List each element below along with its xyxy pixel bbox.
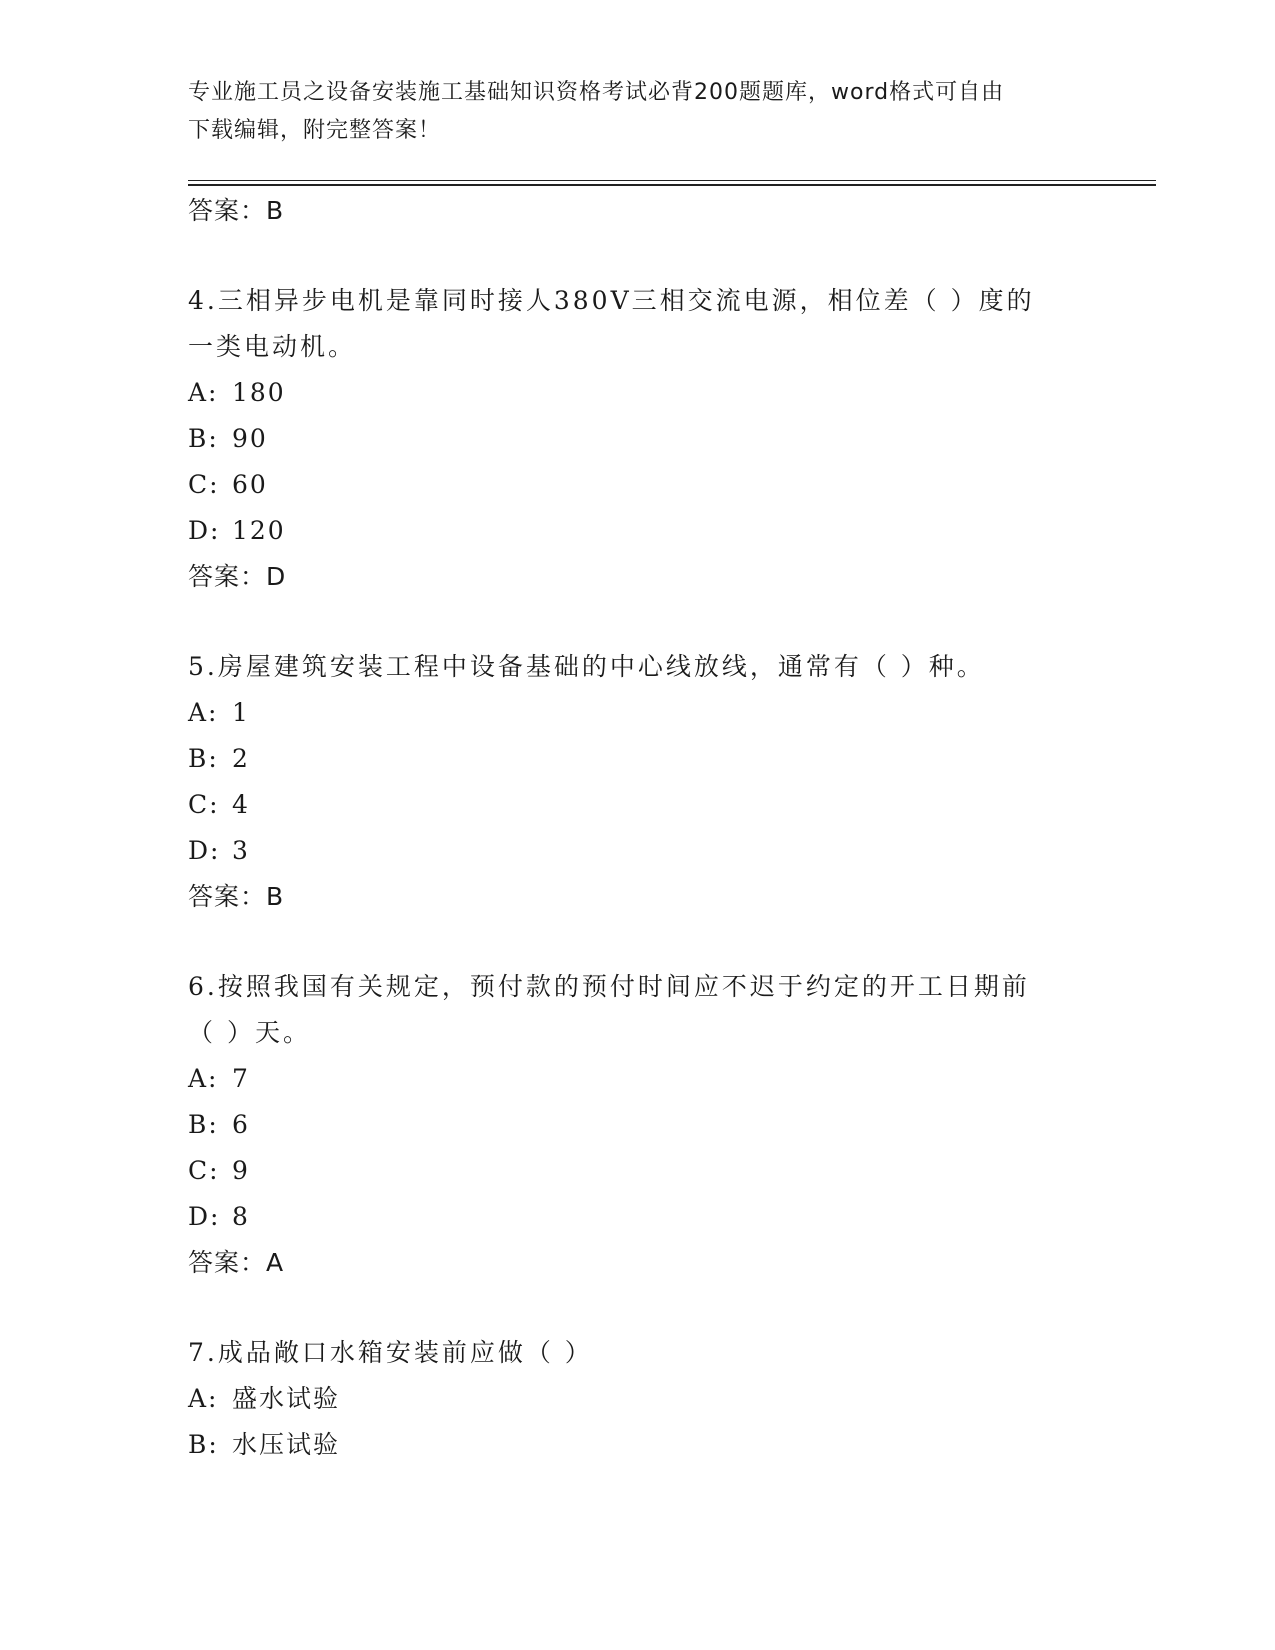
question-line: 4.三相异步电机是靠同时接人380V三相交流电源，相位差（ ）度的 [188, 286, 1035, 315]
option-text: 3 [232, 836, 250, 865]
option-label: B: [188, 1110, 219, 1139]
option-text: 1 [232, 698, 250, 727]
question-block [188, 644, 1088, 920]
answer-line: 答案：B [188, 882, 285, 911]
option-label: C: [188, 1156, 220, 1185]
question-block [188, 278, 1088, 600]
option-b [188, 736, 1088, 782]
option-d [188, 1194, 1088, 1240]
option-label: B: [188, 744, 219, 773]
option-label: B: [188, 1430, 219, 1459]
question-text [188, 964, 1088, 1056]
option-a [188, 690, 1088, 736]
spacer [188, 1286, 1088, 1330]
header-divider-thick [188, 184, 1156, 186]
option-label: D: [188, 1202, 221, 1231]
option-label: A: [188, 1384, 219, 1413]
option-b [188, 1422, 1088, 1468]
option-a [188, 1376, 1088, 1422]
question-line: 7.成品敞口水箱安装前应做（ ） [188, 1338, 593, 1367]
option-text: 120 [232, 516, 286, 545]
header-divider-thin [188, 180, 1156, 181]
question-line: （ ）天。 [188, 1018, 311, 1047]
option-a [188, 1056, 1088, 1102]
option-text: 盛水试验 [232, 1384, 341, 1413]
option-a [188, 370, 1088, 416]
question-line: 5.房屋建筑安装工程中设备基础的中心线放线，通常有（ ）种。 [188, 652, 985, 681]
question-text [188, 278, 1088, 370]
option-label: D: [188, 836, 221, 865]
option-label: C: [188, 470, 220, 499]
option-text: 180 [232, 378, 286, 407]
question-line: 6.按照我国有关规定，预付款的预付时间应不迟于约定的开工日期前 [188, 972, 1030, 1001]
spacer [188, 600, 1088, 644]
question-list [188, 188, 1088, 1468]
header-line-2: 下载编辑，附完整答案！ [188, 118, 442, 143]
question-text [188, 1330, 1088, 1376]
spacer [188, 920, 1088, 964]
answer-line: 答案：D [188, 562, 287, 591]
header-line-1: 专业施工员之设备安装施工基础知识资格考试必背200题题库，word格式可自由 [188, 80, 1005, 105]
option-b [188, 1102, 1088, 1148]
option-label: A: [188, 1064, 219, 1093]
question-line: 一类电动机。 [188, 332, 357, 361]
answer-line: 答案：A [188, 1248, 285, 1277]
option-b [188, 416, 1088, 462]
option-text: 60 [232, 470, 268, 499]
option-d [188, 828, 1088, 874]
question-block [188, 1330, 1088, 1468]
option-text: 4 [232, 790, 250, 819]
option-label: B: [188, 424, 219, 453]
option-text: 2 [232, 744, 250, 773]
option-label: A: [188, 378, 219, 407]
option-text: 水压试验 [232, 1430, 341, 1459]
option-text: 90 [232, 424, 268, 453]
option-text: 7 [232, 1064, 250, 1093]
option-d [188, 508, 1088, 554]
option-c [188, 1148, 1088, 1194]
question-text [188, 644, 1088, 690]
option-text: 9 [232, 1156, 250, 1185]
answer-line: 答案：B [188, 196, 285, 225]
spacer [188, 234, 1088, 278]
option-c [188, 782, 1088, 828]
option-label: A: [188, 698, 219, 727]
document-header [188, 74, 1088, 150]
option-text: 6 [232, 1110, 250, 1139]
option-text: 8 [232, 1202, 250, 1231]
question-block [188, 964, 1088, 1286]
option-label: D: [188, 516, 221, 545]
option-label: C: [188, 790, 220, 819]
option-c [188, 462, 1088, 508]
